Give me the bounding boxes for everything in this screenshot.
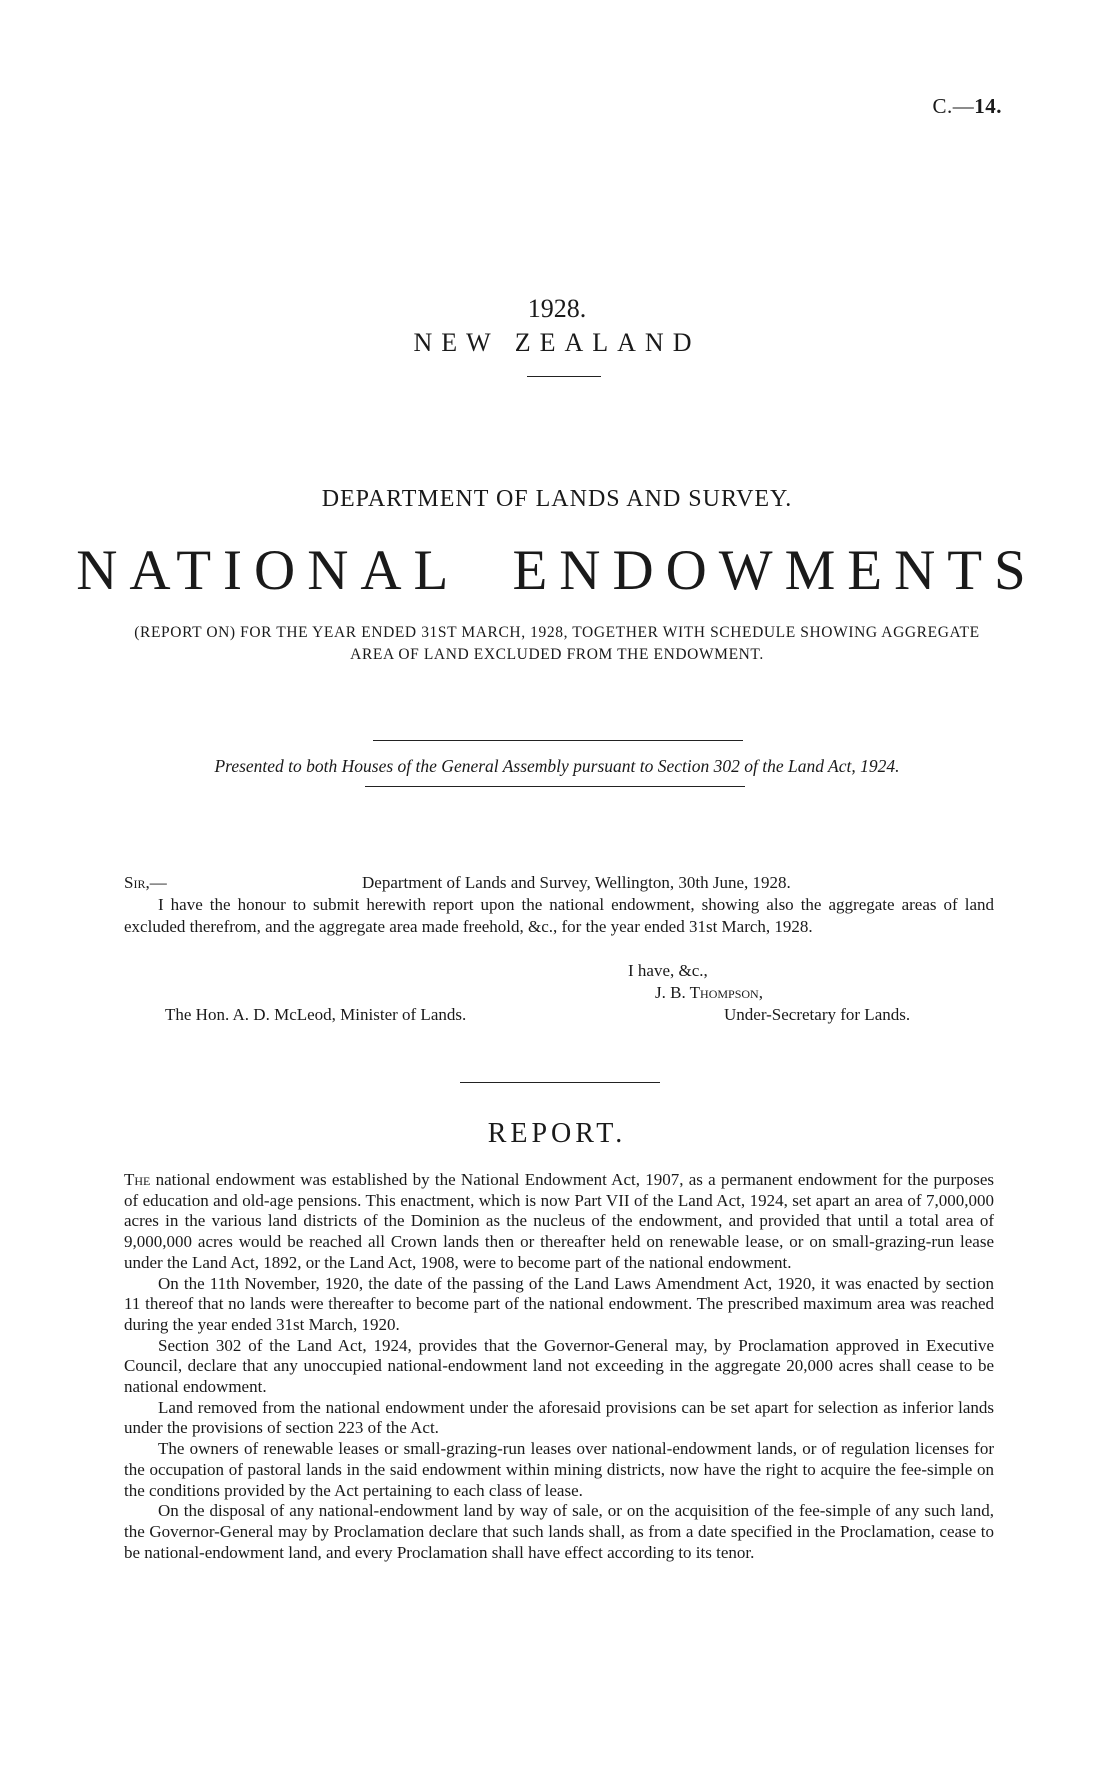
report-paragraph-4: Land removed from the national endowment under the aforesaid provisions can be set apart for selection as inferior lands under the provisions of section 223 of the Act. <box>124 1397 994 1438</box>
letter-body: I have the honour to submit herewith report upon the national endowment, showing also the aggregate areas of land excluded therefrom, and the aggregate area made freehold, &c., for the year ended 31st March, 1928. <box>124 895 994 936</box>
divider-presented-top <box>373 740 743 741</box>
main-title: NATIONAL ENDOWMENTS <box>76 539 1038 602</box>
document-reference <box>932 94 1002 119</box>
report-body <box>124 1170 994 1563</box>
document-reference-number: 14. <box>974 94 1002 118</box>
report-paragraph-1 <box>124 1170 994 1274</box>
report-paragraph-3: Section 302 of the Land Act, 1924, provides that the Governor-General may, by Proclamation approved in Executive Council, declare that any unoccupied national-endowment land not exceeding in the aggregate 20,000 acres shall cease to be national endowment. <box>124 1335 994 1397</box>
letter-salutation: Sir,— <box>124 873 167 892</box>
document-reference-prefix: C.— <box>932 94 975 118</box>
divider-presented-bottom <box>365 786 745 787</box>
report-heading: REPORT. <box>487 1118 627 1149</box>
letter-signatory-title: Under-Secretary for Lands. <box>724 1005 911 1024</box>
country-line: NEW ZEALAND <box>413 328 701 357</box>
report-paragraph-2: On the 11th November, 1920, the date of the passing of the Land Laws Amendment Act, 1920, it was enacted by section 11 thereof that no lands were thereafter to become part of the national endowment. The prescribed maximum area was reached during the year ended 31st March, 1920. <box>124 1273 994 1334</box>
report-paragraph-6: On the disposal of any national-endowment land by way of sale, or on the acquisition of the fee-simple of any such land, the Governor-General may by Proclamation declare that such lands shall, as from a date specified in the Proclamation, cease to be national-endowment land, and every Proclamation shall have effect according to its tenor. <box>124 1501 994 1562</box>
report-lead-word: The <box>124 1170 151 1189</box>
presented-note: Presented to both Houses of the General Assembly pursuant to Section 302 of the Land Act, 1924. <box>214 756 900 776</box>
letter-addressee: The Hon. A. D. McLeod, Minister of Lands. <box>165 1005 467 1024</box>
department-heading: DEPARTMENT OF LANDS AND SURVEY. <box>321 486 793 512</box>
subtitle: (REPORT ON) FOR THE YEAR ENDED 31ST MARCH, 1928, TOGETHER WITH SCHEDULE SHOWING AGGREGATE AREA OF LAND EXCLUDED FROM THE ENDOWMENT. <box>134 624 980 663</box>
letter-closing: I have, &c., <box>628 961 708 980</box>
year-line: 1928. <box>527 294 587 323</box>
divider-letter-bottom <box>460 1082 660 1083</box>
divider-short <box>527 376 601 377</box>
letter-dateline: Department of Lands and Survey, Wellington, 30th June, 1928. <box>362 873 791 892</box>
letter-signatory: J. B. Thompson, <box>655 983 763 1002</box>
report-paragraph-5: The owners of renewable leases or small-grazing-run leases over national-endowment lands, or of regulation licenses for the occupation of pastoral lands in the said endowment within mining districts, now have the right to acquire the fee-simple on the conditions provided by the Act pertaining to each class of lease. <box>124 1439 994 1500</box>
report-paragraph-1-text: national endowment was established by the National Endowment Act, 1907, as a permanent endowment for the purposes of education and old-age pensions. This enactment, which is now Part VII of the Land Act, 1924, set apart an area of 7,000,000 acres in the various land districts of the Dominion as the nucleus of the endowment, and provided that until a total area of 9,000,000 acres would be reached all Crown lands then or thereafter held on renewable lease, or on small-grazing-run lease under the Land Act, 1892, or the Land Act, 1908, were to become part of the national endowment. <box>124 1170 994 1272</box>
